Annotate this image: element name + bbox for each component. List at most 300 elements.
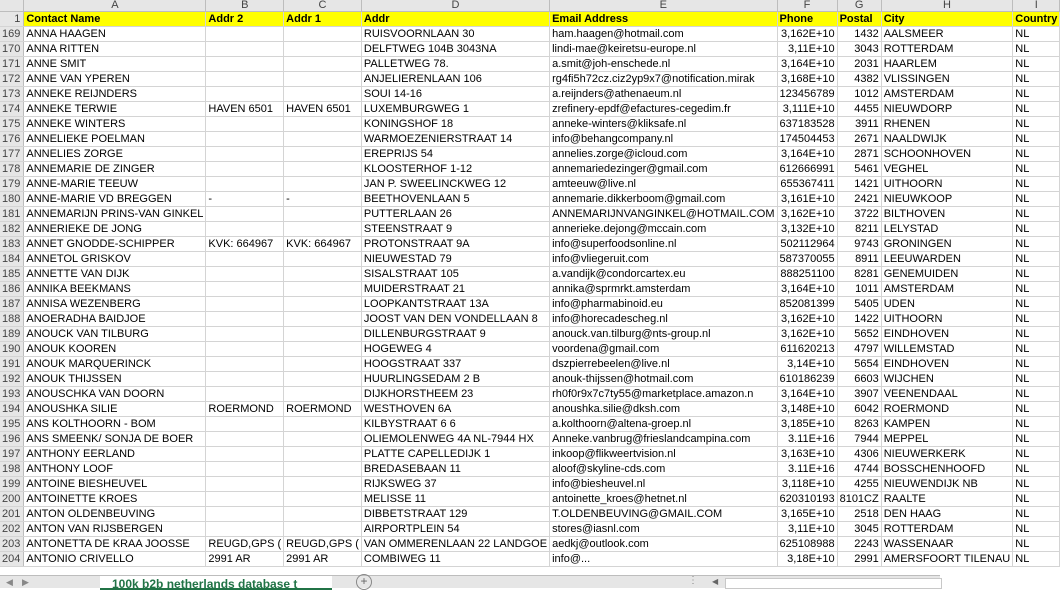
cell[interactable]: RIJKSWEG 37 xyxy=(361,477,549,492)
cell[interactable]: NL xyxy=(1013,267,1060,282)
cell[interactable] xyxy=(284,432,362,447)
cell[interactable]: NL xyxy=(1013,357,1060,372)
cell[interactable] xyxy=(206,357,284,372)
cell[interactable]: LELYSTAD xyxy=(881,222,1013,237)
cell[interactable]: PUTTERLAAN 26 xyxy=(361,207,549,222)
cell[interactable] xyxy=(206,387,284,402)
cell[interactable]: 3045 xyxy=(837,522,881,537)
cell[interactable]: 8263 xyxy=(837,417,881,432)
row-number[interactable]: 187 xyxy=(0,297,24,312)
cell[interactable]: anouck.van.tilburg@nts-group.nl xyxy=(550,327,777,342)
cell[interactable]: 6042 xyxy=(837,402,881,417)
column-header-g[interactable]: G xyxy=(837,0,881,12)
row-number[interactable]: 193 xyxy=(0,387,24,402)
cell[interactable]: 3,111E+10 xyxy=(777,102,837,117)
cell[interactable] xyxy=(284,147,362,162)
cell[interactable] xyxy=(284,417,362,432)
row-number[interactable]: 196 xyxy=(0,432,24,447)
cell[interactable]: ANOUSCHKA VAN DOORN xyxy=(24,387,206,402)
cell[interactable]: NL xyxy=(1013,27,1060,42)
cell[interactable]: 612666991 xyxy=(777,162,837,177)
header-cell[interactable]: Email Address xyxy=(550,12,777,27)
cell[interactable] xyxy=(284,492,362,507)
cell[interactable]: 3,161E+10 xyxy=(777,192,837,207)
cell[interactable]: JOOST VAN DEN VONDELLAAN 8 xyxy=(361,312,549,327)
row-number[interactable]: 173 xyxy=(0,87,24,102)
cell[interactable] xyxy=(206,177,284,192)
cell[interactable]: NL xyxy=(1013,147,1060,162)
cell[interactable]: 3,164E+10 xyxy=(777,147,837,162)
next-sheet-icon[interactable]: ▶ xyxy=(22,577,29,587)
row-number[interactable]: 189 xyxy=(0,327,24,342)
cell[interactable] xyxy=(284,252,362,267)
cell[interactable]: PROTONSTRAAT 9A xyxy=(361,237,549,252)
cell[interactable]: NL xyxy=(1013,207,1060,222)
cell[interactable] xyxy=(206,417,284,432)
cell[interactable]: ANNEKE TERWIE xyxy=(24,102,206,117)
cell[interactable]: 4382 xyxy=(837,72,881,87)
cell[interactable]: ANTHONY LOOF xyxy=(24,462,206,477)
cell[interactable]: 3,162E+10 xyxy=(777,27,837,42)
cell[interactable]: KILBYSTRAAT 6 6 xyxy=(361,417,549,432)
cell[interactable]: dszpierrebeelen@live.nl xyxy=(550,357,777,372)
header-cell[interactable]: Addr 1 xyxy=(284,12,362,27)
row-number[interactable]: 174 xyxy=(0,102,24,117)
cell[interactable]: NL xyxy=(1013,282,1060,297)
cell[interactable]: 3,164E+10 xyxy=(777,282,837,297)
cell[interactable]: 3,164E+10 xyxy=(777,387,837,402)
row-number[interactable]: 199 xyxy=(0,477,24,492)
cell[interactable]: NL xyxy=(1013,417,1060,432)
cell[interactable]: anouk-thijssen@hotmail.com xyxy=(550,372,777,387)
cell[interactable]: NL xyxy=(1013,222,1060,237)
row-number[interactable]: 192 xyxy=(0,372,24,387)
cell[interactable]: ROTTERDAM xyxy=(881,522,1013,537)
cell[interactable]: 4306 xyxy=(837,447,881,462)
row-number[interactable]: 191 xyxy=(0,357,24,372)
cell[interactable]: BOSSCHENHOOFD xyxy=(881,462,1013,477)
cell[interactable]: HOOGSTRAAT 337 xyxy=(361,357,549,372)
row-number[interactable]: 171 xyxy=(0,57,24,72)
cell[interactable] xyxy=(284,327,362,342)
cell[interactable] xyxy=(206,57,284,72)
cell[interactable]: 3,132E+10 xyxy=(777,222,837,237)
row-number[interactable]: 1 xyxy=(0,12,24,27)
cell[interactable]: 5654 xyxy=(837,357,881,372)
cell[interactable]: AALSMEER xyxy=(881,27,1013,42)
row-number[interactable]: 169 xyxy=(0,27,24,42)
cell[interactable]: ANNEKE WINTERS xyxy=(24,117,206,132)
cell[interactable]: ANNELIES ZORGE xyxy=(24,147,206,162)
cell[interactable]: anneke-winters@kliksafe.nl xyxy=(550,117,777,132)
column-header-a[interactable]: A xyxy=(24,0,206,12)
row-number[interactable]: 198 xyxy=(0,462,24,477)
cell[interactable]: ANTON VAN RIJSBERGEN xyxy=(24,522,206,537)
cell[interactable] xyxy=(206,87,284,102)
cell[interactable]: NL xyxy=(1013,342,1060,357)
cell[interactable]: NL xyxy=(1013,477,1060,492)
cell[interactable]: stores@iasnl.com xyxy=(550,522,777,537)
cell[interactable]: WESTHOVEN 6A xyxy=(361,402,549,417)
cell[interactable]: ANNE SMIT xyxy=(24,57,206,72)
cell[interactable]: ANOUCK VAN TILBURG xyxy=(24,327,206,342)
cell[interactable]: aedkj@outlook.com xyxy=(550,537,777,552)
cell[interactable]: 8211 xyxy=(837,222,881,237)
cell[interactable]: 637183528 xyxy=(777,117,837,132)
row-number[interactable]: 201 xyxy=(0,507,24,522)
cell[interactable]: AMSTERDAM xyxy=(881,282,1013,297)
cell[interactable] xyxy=(284,132,362,147)
cell[interactable]: antoinette_kroes@hetnet.nl xyxy=(550,492,777,507)
cell[interactable]: ANNETOL GRISKOV xyxy=(24,252,206,267)
cell[interactable]: ANTON OLDENBEUVING xyxy=(24,507,206,522)
cell[interactable]: STEENSTRAAT 9 xyxy=(361,222,549,237)
cell[interactable]: KVK: 664967 xyxy=(206,237,284,252)
cell[interactable]: 123456789 xyxy=(777,87,837,102)
cell[interactable]: LOOPKANTSTRAAT 13A xyxy=(361,297,549,312)
cell[interactable]: MEPPEL xyxy=(881,432,1013,447)
column-header-c[interactable]: C xyxy=(284,0,362,12)
cell[interactable]: DIBBETSTRAAT 129 xyxy=(361,507,549,522)
cell[interactable]: JAN P. SWEELINCKWEG 12 xyxy=(361,177,549,192)
cell[interactable]: DEN HAAG xyxy=(881,507,1013,522)
cell[interactable]: LEEUWARDEN xyxy=(881,252,1013,267)
cell[interactable] xyxy=(284,357,362,372)
row-number[interactable]: 183 xyxy=(0,237,24,252)
cell[interactable] xyxy=(206,312,284,327)
cell[interactable]: NL xyxy=(1013,402,1060,417)
cell[interactable]: ANNET GNODDE-SCHIPPER xyxy=(24,237,206,252)
row-number[interactable]: 185 xyxy=(0,267,24,282)
cell[interactable]: Anneke.vanbrug@frieslandcampina.com xyxy=(550,432,777,447)
cell[interactable]: 3,163E+10 xyxy=(777,447,837,462)
cell[interactable]: NL xyxy=(1013,162,1060,177)
cell[interactable]: RUISVOORNLAAN 30 xyxy=(361,27,549,42)
add-sheet-button[interactable]: + xyxy=(356,574,372,590)
cell[interactable] xyxy=(284,342,362,357)
cell[interactable]: NL xyxy=(1013,447,1060,462)
cell[interactable] xyxy=(206,207,284,222)
cell[interactable]: NL xyxy=(1013,492,1060,507)
cell[interactable]: NL xyxy=(1013,537,1060,552)
cell[interactable]: UITHOORN xyxy=(881,312,1013,327)
cell[interactable] xyxy=(206,432,284,447)
cell[interactable]: VEENENDAAL xyxy=(881,387,1013,402)
cell[interactable]: NL xyxy=(1013,237,1060,252)
cell[interactable]: - xyxy=(206,192,284,207)
cell[interactable] xyxy=(284,207,362,222)
cell[interactable] xyxy=(206,42,284,57)
cell[interactable]: 2871 xyxy=(837,147,881,162)
cell[interactable]: ANNEMARIJN PRINS-VAN GINKEL xyxy=(24,207,206,222)
cell[interactable]: 3,162E+10 xyxy=(777,327,837,342)
cell[interactable]: AIRPORTPLEIN 54 xyxy=(361,522,549,537)
cell[interactable]: ANS SMEENK/ SONJA DE BOER xyxy=(24,432,206,447)
cell[interactable] xyxy=(284,282,362,297)
row-number[interactable]: 170 xyxy=(0,42,24,57)
header-cell[interactable]: Contact Name xyxy=(24,12,206,27)
cell[interactable]: MUIDERSTRAAT 21 xyxy=(361,282,549,297)
cell[interactable]: 655367411 xyxy=(777,177,837,192)
cell[interactable]: ANOUK THIJSSEN xyxy=(24,372,206,387)
cell[interactable]: DELFTWEG 104B 3043NA xyxy=(361,42,549,57)
cell[interactable]: 2991 AR xyxy=(206,552,284,567)
cell[interactable]: NL xyxy=(1013,297,1060,312)
cell[interactable]: 625108988 xyxy=(777,537,837,552)
cell[interactable]: SOUI 14-16 xyxy=(361,87,549,102)
select-all-corner[interactable] xyxy=(0,0,24,12)
cell[interactable]: HAVEN 6501 xyxy=(284,102,362,117)
cell[interactable]: 502112964 xyxy=(777,237,837,252)
cell[interactable]: NL xyxy=(1013,387,1060,402)
cell[interactable]: ANNIKA BEEKMANS xyxy=(24,282,206,297)
row-number[interactable]: 176 xyxy=(0,132,24,147)
cell[interactable]: NL xyxy=(1013,552,1060,567)
row-number[interactable]: 195 xyxy=(0,417,24,432)
cell[interactable]: ANTONIO CRIVELLO xyxy=(24,552,206,567)
cell[interactable]: 4797 xyxy=(837,342,881,357)
header-cell[interactable]: Country xyxy=(1013,12,1060,27)
cell[interactable]: VAN OMMERENLAAN 22 LANDGOE xyxy=(361,537,549,552)
cell[interactable]: 610186239 xyxy=(777,372,837,387)
cell[interactable]: NL xyxy=(1013,192,1060,207)
cell[interactable]: WARMOEZENIERSTRAAT 14 xyxy=(361,132,549,147)
cell[interactable]: 3,11E+10 xyxy=(777,42,837,57)
cell[interactable]: ANTONETTA DE KRAA JOOSSE xyxy=(24,537,206,552)
cell[interactable]: 5405 xyxy=(837,297,881,312)
cell[interactable]: 587370055 xyxy=(777,252,837,267)
cell[interactable]: ANNISA WEZENBERG xyxy=(24,297,206,312)
cell[interactable]: aloof@skyline-cds.com xyxy=(550,462,777,477)
cell[interactable] xyxy=(284,522,362,537)
row-number[interactable]: 197 xyxy=(0,447,24,462)
cell[interactable] xyxy=(206,72,284,87)
cell[interactable] xyxy=(206,162,284,177)
row-number[interactable]: 175 xyxy=(0,117,24,132)
cell[interactable]: 1011 xyxy=(837,282,881,297)
header-cell[interactable]: Addr 2 xyxy=(206,12,284,27)
cell[interactable] xyxy=(284,267,362,282)
cell[interactable]: ANNE VAN YPEREN xyxy=(24,72,206,87)
column-header-f[interactable]: F xyxy=(777,0,837,12)
cell[interactable]: VEGHEL xyxy=(881,162,1013,177)
cell[interactable]: annika@sprmrkt.amsterdam xyxy=(550,282,777,297)
cell[interactable]: NL xyxy=(1013,72,1060,87)
cell[interactable]: 4744 xyxy=(837,462,881,477)
cell[interactable]: NL xyxy=(1013,462,1060,477)
cell[interactable]: 3,168E+10 xyxy=(777,72,837,87)
cell[interactable] xyxy=(206,132,284,147)
cell[interactable]: ANOUK KOOREN xyxy=(24,342,206,357)
cell[interactable]: ANNE-MARIE VD BREGGEN xyxy=(24,192,206,207)
cell[interactable]: NL xyxy=(1013,132,1060,147)
cell[interactable]: BEETHOVENLAAN 5 xyxy=(361,192,549,207)
cell[interactable]: a.kolthoorn@altena-groep.nl xyxy=(550,417,777,432)
cell[interactable]: rh0f0r9x7c7ty55@marketplace.amazon.n xyxy=(550,387,777,402)
cell[interactable]: a.smit@joh-enschede.nl xyxy=(550,57,777,72)
cell[interactable]: ANOERADHA BAIDJOE xyxy=(24,312,206,327)
cell[interactable]: NL xyxy=(1013,507,1060,522)
cell[interactable] xyxy=(206,477,284,492)
cell[interactable]: 3,165E+10 xyxy=(777,507,837,522)
row-number[interactable]: 181 xyxy=(0,207,24,222)
cell[interactable]: annemarie.dikkerboom@gmail.com xyxy=(550,192,777,207)
cell[interactable]: 1422 xyxy=(837,312,881,327)
cell[interactable] xyxy=(206,282,284,297)
cell[interactable]: ANNA RITTEN xyxy=(24,42,206,57)
cell[interactable]: 3,118E+10 xyxy=(777,477,837,492)
cell[interactable]: 1012 xyxy=(837,87,881,102)
cell[interactable]: NIEUWESTAD 79 xyxy=(361,252,549,267)
cell[interactable]: - xyxy=(284,192,362,207)
cell[interactable]: ANNEMARIE DE ZINGER xyxy=(24,162,206,177)
cell[interactable] xyxy=(206,342,284,357)
cell[interactable]: 1421 xyxy=(837,177,881,192)
header-cell[interactable]: Postal xyxy=(837,12,881,27)
row-number[interactable]: 204 xyxy=(0,552,24,567)
cell[interactable]: ROERMOND xyxy=(206,402,284,417)
cell[interactable] xyxy=(284,477,362,492)
cell[interactable]: 2031 xyxy=(837,57,881,72)
cell[interactable]: WASSENAAR xyxy=(881,537,1013,552)
header-cell[interactable]: Addr xyxy=(361,12,549,27)
cell[interactable]: ROERMOND xyxy=(284,402,362,417)
cell[interactable]: ANNEKE REIJNDERS xyxy=(24,87,206,102)
cell[interactable]: 3,164E+10 xyxy=(777,57,837,72)
cell[interactable]: voordena@gmail.com xyxy=(550,342,777,357)
cell[interactable]: NL xyxy=(1013,327,1060,342)
cell[interactable]: ANOUSHKA SILIE xyxy=(24,402,206,417)
cell[interactable]: info@... xyxy=(550,552,777,567)
cell[interactable]: COMBIWEG 11 xyxy=(361,552,549,567)
cell[interactable]: NL xyxy=(1013,87,1060,102)
cell[interactable]: annelies.zorge@icloud.com xyxy=(550,147,777,162)
row-number[interactable]: 202 xyxy=(0,522,24,537)
row-number[interactable]: 203 xyxy=(0,537,24,552)
cell[interactable] xyxy=(206,372,284,387)
cell[interactable]: 5461 xyxy=(837,162,881,177)
cell[interactable]: ANOUK MARQUERINCK xyxy=(24,357,206,372)
cell[interactable]: PALLETWEG 78. xyxy=(361,57,549,72)
cell[interactable]: VLISSINGEN xyxy=(881,72,1013,87)
cell[interactable] xyxy=(284,57,362,72)
cell[interactable]: ANNERIEKE DE JONG xyxy=(24,222,206,237)
cell[interactable]: 7944 xyxy=(837,432,881,447)
cell[interactable]: ANS KOLTHOORN - BOM xyxy=(24,417,206,432)
cell[interactable]: NAALDWIJK xyxy=(881,132,1013,147)
cell[interactable]: HAVEN 6501 xyxy=(206,102,284,117)
cell[interactable]: ANNELIEKE POELMAN xyxy=(24,132,206,147)
cell[interactable]: NIEUWDORP xyxy=(881,102,1013,117)
cell[interactable]: 3.11E+16 xyxy=(777,462,837,477)
cell[interactable]: NIEUWENDIJK NB xyxy=(881,477,1013,492)
cell[interactable]: GRONINGEN xyxy=(881,237,1013,252)
cell[interactable]: ANNETTE VAN DIJK xyxy=(24,267,206,282)
cell[interactable]: ROERMOND xyxy=(881,402,1013,417)
cell[interactable] xyxy=(284,297,362,312)
cell[interactable]: ANNEMARIJNVANGINKEL@HOTMAIL.COM xyxy=(550,207,777,222)
cell[interactable]: ROTTERDAM xyxy=(881,42,1013,57)
cell[interactable]: SCHOONHOVEN xyxy=(881,147,1013,162)
cell[interactable]: a.reijnders@athenaeum.nl xyxy=(550,87,777,102)
cell[interactable]: 2991 xyxy=(837,552,881,567)
cell[interactable]: rg4fi5h72cz.ciz2yp9x7@notification.mirak xyxy=(550,72,777,87)
row-number[interactable]: 182 xyxy=(0,222,24,237)
row-number[interactable]: 179 xyxy=(0,177,24,192)
row-number[interactable]: 188 xyxy=(0,312,24,327)
cell[interactable]: AMERSFOORT TILENAU xyxy=(881,552,1013,567)
cell[interactable] xyxy=(206,522,284,537)
cell[interactable] xyxy=(206,507,284,522)
cell[interactable]: KVK: 664967 xyxy=(284,237,362,252)
cell[interactable]: lindi-mae@keiretsu-europe.nl xyxy=(550,42,777,57)
cell[interactable]: ANJELIERENLAAN 106 xyxy=(361,72,549,87)
cell[interactable] xyxy=(284,507,362,522)
cell[interactable]: 8281 xyxy=(837,267,881,282)
cell[interactable]: 4255 xyxy=(837,477,881,492)
column-header-b[interactable]: B xyxy=(206,0,284,12)
row-number[interactable]: 172 xyxy=(0,72,24,87)
column-header-d[interactable]: D xyxy=(361,0,549,12)
cell[interactable]: 888251100 xyxy=(777,267,837,282)
sheet-tab-active[interactable]: 100k b2b netherlands database t xyxy=(100,576,332,590)
row-number[interactable]: 194 xyxy=(0,402,24,417)
cell[interactable]: info@pharmabinoid.eu xyxy=(550,297,777,312)
cell[interactable]: amteeuw@live.nl xyxy=(550,177,777,192)
cell[interactable]: REUGD,GPS ( xyxy=(284,537,362,552)
cell[interactable]: MELISSE 11 xyxy=(361,492,549,507)
cell[interactable]: EREPRIJS 54 xyxy=(361,147,549,162)
cell[interactable]: 3911 xyxy=(837,117,881,132)
cell[interactable]: 2421 xyxy=(837,192,881,207)
cell[interactable]: ANNE-MARIE TEEUW xyxy=(24,177,206,192)
tab-overflow-icon[interactable]: ⋮ xyxy=(688,575,698,586)
header-cell[interactable]: Phone xyxy=(777,12,837,27)
cell[interactable] xyxy=(284,42,362,57)
row-number[interactable]: 200 xyxy=(0,492,24,507)
row-number[interactable]: 186 xyxy=(0,282,24,297)
prev-sheet-icon[interactable]: ◀ xyxy=(6,577,13,587)
cell[interactable]: info@superfoodsonline.nl xyxy=(550,237,777,252)
cell[interactable]: 6603 xyxy=(837,372,881,387)
row-number[interactable]: 184 xyxy=(0,252,24,267)
cell[interactable]: 3907 xyxy=(837,387,881,402)
cell[interactable] xyxy=(284,447,362,462)
row-number[interactable]: 190 xyxy=(0,342,24,357)
cell[interactable] xyxy=(284,162,362,177)
column-header-e[interactable]: E xyxy=(550,0,777,12)
cell[interactable]: 4455 xyxy=(837,102,881,117)
cell[interactable]: NL xyxy=(1013,432,1060,447)
cell[interactable] xyxy=(284,222,362,237)
cell[interactable]: KLOOSTERHOF 1-12 xyxy=(361,162,549,177)
cell[interactable]: 3,14E+10 xyxy=(777,357,837,372)
cell[interactable] xyxy=(284,462,362,477)
cell[interactable]: NL xyxy=(1013,117,1060,132)
cell[interactable]: inkoop@flikweertvision.nl xyxy=(550,447,777,462)
cell[interactable]: 1432 xyxy=(837,27,881,42)
cell[interactable]: HUURLINGSEDAM 2 B xyxy=(361,372,549,387)
cell[interactable]: 852081399 xyxy=(777,297,837,312)
column-header-i[interactable]: I xyxy=(1013,0,1060,12)
cell[interactable] xyxy=(206,117,284,132)
cell[interactable]: RAALTE xyxy=(881,492,1013,507)
cell[interactable]: 174504453 xyxy=(777,132,837,147)
cell[interactable]: DILLENBURGSTRAAT 9 xyxy=(361,327,549,342)
cell[interactable] xyxy=(284,312,362,327)
cell[interactable]: KONINGSHOF 18 xyxy=(361,117,549,132)
cell[interactable]: NL xyxy=(1013,522,1060,537)
